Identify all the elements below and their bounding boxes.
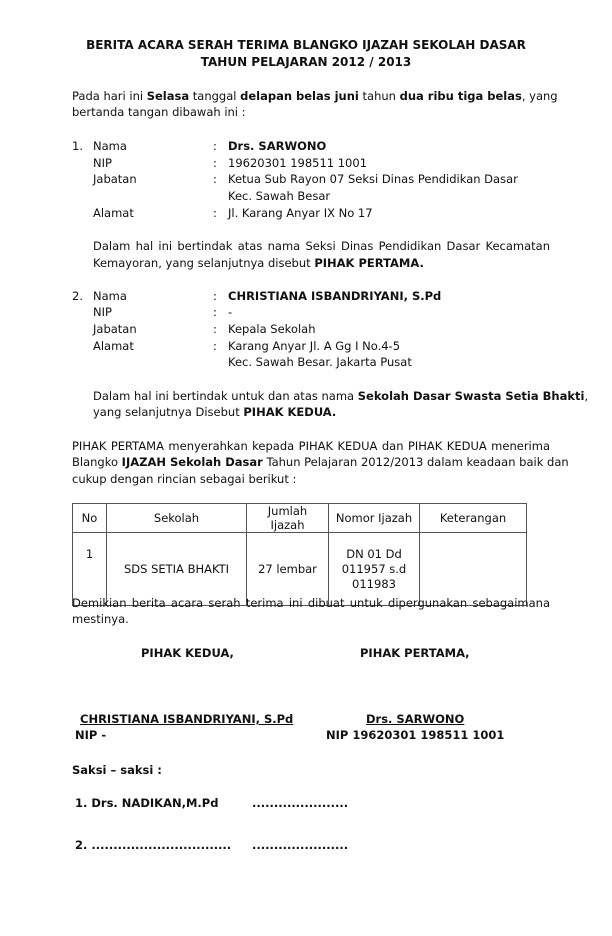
column-header: Nomor Ijazah [329, 504, 420, 533]
party2-jabatan: Kepala Sekolah [228, 322, 316, 336]
intro-year: dua ribu tiga belas [399, 89, 522, 103]
party2-nip: - [228, 305, 233, 319]
table-header-row [73, 504, 527, 533]
column-header: Jumlah Ijazah [247, 504, 329, 533]
statement-text: , [584, 389, 589, 403]
handover-text: Blangko [72, 455, 122, 469]
party2-name-label: Nama [93, 289, 127, 303]
cell-sekolah: SDS SETIA BHAKTI [107, 533, 247, 606]
cell-nomor [329, 533, 420, 606]
intro-line-2: bertanda tangan dibawah ini : [72, 105, 246, 119]
party2-alamat-line-2: Kec. Sawah Besar. Jakarta Pusat [228, 355, 412, 369]
witness-2-name: 2. ................................ [75, 838, 232, 852]
party1-number: 1. [72, 139, 83, 153]
intro-date: delapan belas juni [240, 89, 359, 103]
school-name: Sekolah Dasar Swasta Setia Bhakti [357, 389, 585, 403]
witness-1-signature-line: ...................... [252, 796, 349, 810]
party2-statement-line-1 [93, 389, 589, 403]
nomor-line: 011957 s.d [341, 561, 407, 576]
ijazah-table [72, 503, 527, 606]
colon: : [213, 289, 217, 303]
colon: : [213, 172, 217, 186]
signature-role-right: PIHAK PERTAMA, [360, 646, 470, 660]
signatory-right-nip: NIP 19620301 198511 1001 [326, 728, 505, 742]
intro-text: , yang [521, 89, 558, 103]
cell-no: 1 [73, 533, 107, 606]
party1-jabatan-label: Jabatan [93, 172, 137, 186]
party2-statement-line-2 [93, 405, 336, 419]
handover-text: Tahun Pelajaran 2012/2013 dalam keadaan baik dan [262, 455, 569, 469]
statement-text: yang selanjutnya Disebut [93, 405, 244, 419]
closing-line-2: mestinya. [72, 612, 129, 626]
witness-2-signature-line: ...................... [252, 838, 349, 852]
nomor-line: DN 01 Dd [346, 546, 402, 561]
party2-nip-label: NIP [93, 305, 112, 319]
party2-alamat: Karang Anyar Jl. A Gg I No.4-5 [228, 339, 401, 353]
table-row [73, 533, 527, 606]
handover-item: IJAZAH Sekolah Dasar [121, 455, 263, 469]
witness-1-name: 1. Drs. NADIKAN,M.Pd [75, 796, 219, 810]
intro-text: tanggal [189, 89, 241, 103]
party1-name-label: Nama [93, 139, 127, 153]
party1-designation: PIHAK PERTAMA. [314, 256, 424, 270]
cell-jumlah: 27 lembar [247, 533, 329, 606]
document-title: BERITA ACARA SERAH TERIMA BLANGKO IJAZAH SEKOLAH DASAR [86, 38, 526, 52]
statement-text: Kemayoran, yang selanjutnya disebut [93, 256, 315, 270]
party1-alamat: Jl. Karang Anyar IX No 17 [228, 206, 373, 220]
intro-text: Pada hari ini [72, 89, 147, 103]
party1-statement-line-1: Dalam hal ini bertindak atas nama Seksi Dinas Pendidikan Dasar Kecamatan [93, 239, 550, 253]
party1-jabatan-line-2: Kec. Sawah Besar [228, 189, 331, 203]
handover-line-1: PIHAK PERTAMA menyerahkan kepada PIHAK KEDUA dan PIHAK KEDUA menerima [72, 439, 550, 453]
intro-day: Selasa [146, 89, 190, 103]
party1-jabatan: Ketua Sub Rayon 07 Seksi Dinas Pendidikan Dasar [228, 172, 518, 186]
statement-text: Dalam hal ini bertindak untuk dan atas nama [93, 389, 358, 403]
nomor-line: 011983 [352, 576, 396, 591]
handover-line-2 [72, 455, 569, 469]
colon: : [213, 156, 217, 170]
party2-designation: PIHAK KEDUA. [243, 405, 337, 419]
party2-jabatan-label: Jabatan [93, 322, 137, 336]
colon: : [213, 305, 217, 319]
party1-name: Drs. SARWONO [228, 139, 327, 153]
party1-alamat-label: Alamat [93, 206, 134, 220]
party1-statement-line-2 [93, 256, 424, 270]
handover-line-3: cukup dengan rincian sebagai berikut : [72, 472, 297, 486]
witnesses-heading: Saksi – saksi : [72, 763, 162, 777]
colon: : [213, 339, 217, 353]
colon: : [213, 206, 217, 220]
column-header: Keterangan [420, 504, 527, 533]
party1-nip: 19620301 198511 1001 [228, 156, 368, 170]
column-header: Sekolah [107, 504, 247, 533]
signatory-left-name: CHRISTIANA ISBANDRIYANI, S.Pd [80, 712, 294, 726]
document-subtitle: TAHUN PELAJARAN 2012 / 2013 [200, 55, 412, 69]
party2-name: CHRISTIANA ISBANDRIYANI, S.Pd [228, 289, 442, 303]
party2-number: 2. [72, 289, 83, 303]
closing-line-1: Demikian berita acara serah terima ini dibuat untuk dipergunakan sebagaimana [72, 596, 550, 610]
party1-nip-label: NIP [93, 156, 112, 170]
intro-line-1 [72, 89, 558, 103]
cell-keterangan [420, 533, 527, 606]
colon: : [213, 139, 217, 153]
signature-role-left: PIHAK KEDUA, [141, 646, 234, 660]
party2-alamat-label: Alamat [93, 339, 134, 353]
colon: : [213, 322, 217, 336]
column-header: No [73, 504, 107, 533]
signatory-right-name: Drs. SARWONO [366, 712, 465, 726]
signatory-left-nip: NIP - [75, 728, 107, 742]
intro-text: tahun [358, 89, 400, 103]
